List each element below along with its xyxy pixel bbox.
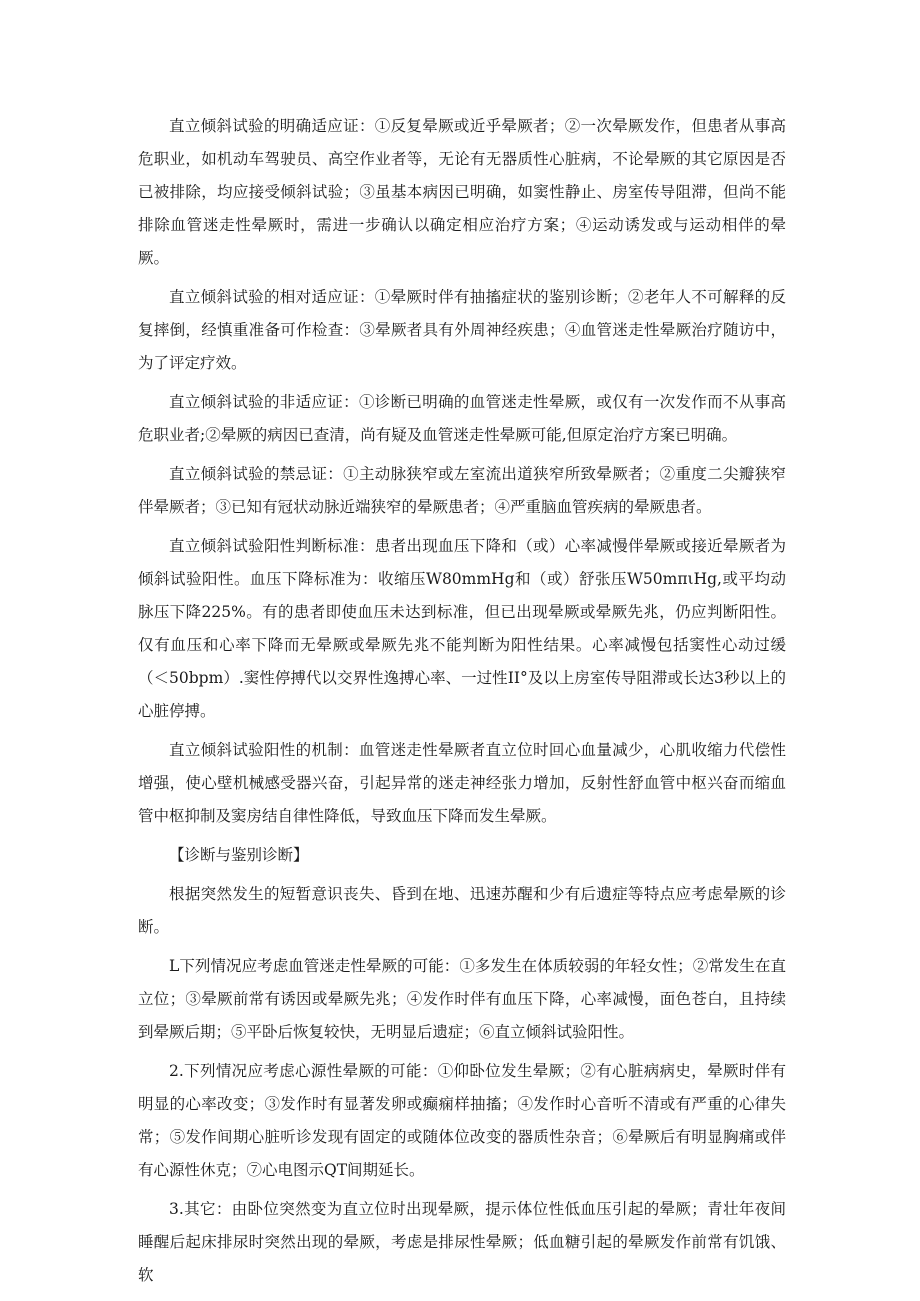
document-page	[138, 110, 786, 1298]
paragraph-other: 3.其它：由卧位突然变为直立位时出现晕厥，提示体位性低血压引起的晕厥；青壮年夜间睡醒后起床排尿时突然出现的晕厥，考虑是排尿性晕厥；低血糖引起的晕厥发作前常有饥饿、软	[138, 1200, 786, 1284]
paragraph-diagnosis-overview: 根据突然发生的短暂意识丧失、昏到在地、迅速苏醒和少有后遗症等特点应考虑晕厥的诊断。	[138, 885, 786, 936]
paragraph-positive-mechanism: 直立倾斜试验阳性的机制：血管迷走性晕厥者直立位时回心血量减少，心肌收缩力代偿性增强，使心壁机械感受器兴奋，引起异常的迷走神经张力增加，反射性舒血管中枢兴奋而缩血管中枢抑制及窦房结自律性降低，导致血压下降而发生晕厥。	[138, 741, 786, 825]
paragraph-vasovagal: L下列情况应考虑血管迷走性晕厥的可能：①多发生在体质较弱的年轻女性；②常发生在直立位；③晕厥前常有诱因或晕厥先兆；④发作时伴有血压下降，心率减慢，面色苍白，且持续到晕厥后期；⑤平卧后恢复较快，无明显后遗症；⑥直立倾斜试验阳性。	[138, 957, 786, 1041]
section-heading: 【诊断与鉴别诊断】	[169, 846, 309, 864]
paragraph-absolute-indications: 直立倾斜试验的明确适应证：①反复晕厥或近乎晕厥者；②一次晕厥发作，但患者从事高危职业，如机动车驾驶员、高空作业者等，无论有无器质性心脏病，不论晕厥的其它原因是否已被排除，均应接受倾斜试验；③虽基本病因已明确，如窦性静止、房室传导阻滞，但尚不能排除血管迷走性晕厥时，需进一步确认以确定相应治疗方案；④运动诱发或与运动相伴的晕厥。	[138, 117, 786, 267]
paragraph-positive-criteria: 直立倾斜试验阳性判断标准：患者出现血压下降和（或）心率减慢伴晕厥或接近晕厥者为倾斜试验阳性。血压下降标准为：收缩压W80mmHg和（或）舒张压W50mπιHg,或平均动脉压下降225%。有的患者即使血压未达到标准，但已出现晕厥或晕厥先兆，仍应判断阳性。仅有血压和心率下降而无晕厥或晕厥先兆不能判断为阳性结果。心率减慢包括窦性心动过缓（＜50bpm）.窦性停搏代以交界性逸搏心率、一过性II°及以上房室传导阻滞或长达3秒以上的心脏停搏。	[138, 537, 786, 720]
paragraph-relative-indications: 直立倾斜试验的相对适应证：①晕厥时伴有抽搐症状的鉴别诊断；②老年人不可解释的反复摔倒，经慎重准备可作检查：③晕厥者具有外周神经疾患；④血管迷走性晕厥治疗随访中，为了评定疗效。	[138, 288, 786, 372]
paragraph-non-indications: 直立倾斜试验的非适应证：①诊断已明确的血管迷走性晕厥，或仅有一次发作而不从事高危职业者;②晕厥的病因已查清，尚有疑及血管迷走性晕厥可能,但原定治疗方案已明确。	[138, 393, 786, 444]
paragraph-cardiogenic: 2.下列情况应考虑心源性晕厥的可能：①仰卧位发生晕厥；②有心脏病病史，晕厥时伴有明显的心率改变；③发作时有显著发卵或癫痫样抽搐；④发作时心音听不清或有严重的心律失常；⑤发作间期心脏听诊发现有固定的或随体位改变的器质性杂音；⑥晕厥后有明显胸痛或伴有心源性休克；⑦心电图示QT间期延长。	[138, 1062, 786, 1179]
paragraph-contraindications: 直立倾斜试验的禁忌证：①主动脉狭窄或左室流出道狭窄所致晕厥者；②重度二尖瓣狭窄伴晕厥者；③已知有冠状动脉近端狭窄的晕厥患者；④严重脑血管疾病的晕厥患者。	[138, 465, 786, 516]
